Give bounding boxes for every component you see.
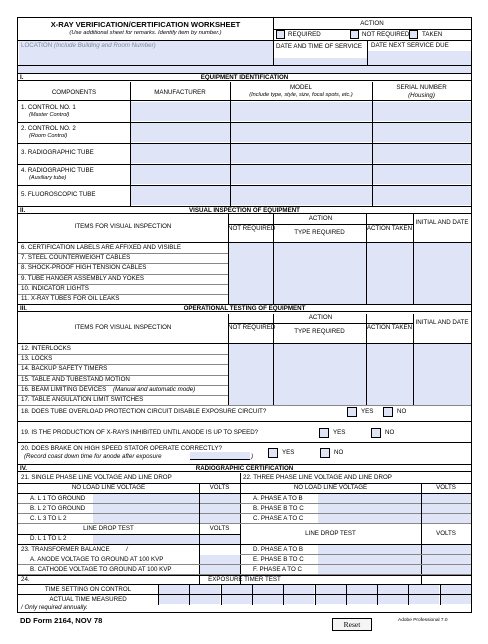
manufacturer-field[interactable]: [131, 102, 230, 121]
single-phase-row-label: B. L 2 TO GROUND: [30, 505, 86, 512]
serial-field[interactable]: [373, 186, 471, 205]
timer-cell[interactable]: [284, 585, 314, 594]
inspection-item-label: 6. CERTIFICATION LABELS ARE AFFIXED AND VISIBLE: [21, 244, 182, 251]
line-drop-row-label: D. L 1 TO L 2: [30, 535, 67, 542]
timer-cell[interactable]: [190, 585, 220, 594]
timer-cell[interactable]: [253, 585, 283, 594]
single-phase-row-label: A. L 1 TO GROUND: [30, 495, 86, 502]
action-taken-field[interactable]: [367, 284, 413, 294]
software-label: Adobe Professional 7.0: [398, 618, 448, 623]
timer-row-label: ACTUAL TIME MEASURED: [49, 596, 127, 603]
initial-date-field[interactable]: [414, 364, 471, 374]
transformer-row-label: A. ANODE VOLTAGE TO GROUND AT 100 KVP: [30, 556, 164, 563]
action-taken-field[interactable]: [367, 344, 413, 354]
q20-yes-checkbox[interactable]: [268, 448, 278, 458]
type-required-field[interactable]: [274, 253, 366, 263]
inspection-item-label: 11. X-RAY TUBES FOR OIL LEAKS: [21, 295, 120, 302]
not-required-field[interactable]: [229, 263, 273, 273]
inspection-item-label: 8. SHOCK-PROOF HIGH TENSION CABLES: [21, 264, 147, 272]
footnote: / Only required annually.: [21, 604, 88, 611]
worksheet-form: X-RAY VERIFICATION/CERTIFICATION WORKSHEET (Use additional sheet for remarks. Identify item by number.) ACTION REQUIRED NOT REQUIRED TAKEN LOCATION (Include Building and Room Number) DATE AND TIME OF SERVICE DATE NEXT SERVICE DUE I. EQUIPMENT IDENTIFICATION COMPONENTS MANUFACTURER MODEL (Include type, style, size, focal spots, etc.) SERIAL NUMBER (Housing) 1. CONTROL NO. 1 (Master Control) 2. CONTROL NO. 2 (Room Control) 3. RADIOGRAPHIC TUBE 4. RADIOGRAPHIC TUBE (Auxiliary tube) 5. FLUOROSCOPIC TUBE II. VISUAL INSPECTION OF EQUIPMENT ITEMS FOR VISUAL INSPECTION ACTION NOT REQUIRED TYPE REQUIRED ACTION TAKEN INITIAL AND DATE 6. CERTIFICATION LABELS ARE AFFIXED AND VISIBLE 7. STEEL COUNTERWEIGHT CABLES 8. SHOCK-PROOF HIGH TENSION CABLES 9. TUBE HANGER ASSEMBLY AND YOKES 10. INDICATOR LIGHTS 11. X-RAY TUBES FOR OIL LEAKS III. OPERATIONAL TESTING OF EQUIPMENT ITEMS FOR VISUAL INSPECTION ACTION NOT REQUIRED TYPE REQUIRED ACTION TAKEN INITIAL AND DATE 12. INTERLOCKS 13. LOCKS 14. BACKUP SAFETY TIMERS 15. TABLE AND TUBESTAND MOTION 16. BEAM LIMITING DEVICES 17. TABLE ANGULATION LIMIT SWITCHES (Manual and automatic mode) 18. DOES TUBE OVERLOAD PROTECTION CIRCUIT DISABLE EXPOSURE CIRCUIT? YES NO 19. IS THE PRODUCTION OF X-RAYS INHIBITED UNTIL ANODE IS UP TO SPEED? YES NO 20. DOES BRAKE ON HIGH SPEED STATOR OPERATE CORRECTLY? (Record coast down time for anode after exposure ) YES NO IV. RADIOGRAPHIC CERTIFICATION 21. SINGLE PHASE LINE VOLTAGE AND LINE DROP 22. THREE PHASE LINE VOLTAGE AND LINE DROP NO LOAD LINE VOLTAGE VOLTS NO LOAD LINE VOLTAGE VOLTS A. L 1 TO GROUND A. PHASE A TO B B. L 2 TO GROUND B. PHASE B TO C C. L 3 TO L 2 C. PHASE A TO C LINE DROP TEST VOLTS LINE DROP TEST VOLTS D. L 1 TO L 2 23. TRANSFORMER BALANCE / A. ANODE VOLTAGE TO GROUND AT 100 KVP B. CATHODE VOLTAGE TO GROUND AT 100 KVP D. PHASE A TO B E. PHASE B TO C F. PHASE A TO C 24. EXPOSURE TIMER TEST TIME SETTING ON CONTROL ACTUAL TIME MEASURED / Only required annually.: [17, 17, 472, 613]
col-serial: SERIAL NUMBER: [396, 84, 447, 91]
initial-date-field[interactable]: [414, 294, 471, 304]
timer-cell[interactable]: [347, 585, 377, 594]
timer-cell[interactable]: [441, 595, 471, 604]
manufacturer-field[interactable]: [131, 144, 230, 163]
col-items-visual: ITEMS FOR VISUAL INSPECTION: [74, 223, 172, 230]
question-19: 19. IS THE PRODUCTION OF X-RAYS INHIBITED UNTIL ANODE IS UP TO SPEED?: [21, 429, 259, 436]
type-required-field[interactable]: [274, 395, 366, 405]
component-sublabel: (Auxiliary tube): [29, 175, 67, 181]
action-label: ACTION: [360, 20, 384, 27]
q18-yes-checkbox[interactable]: [347, 407, 357, 417]
manufacturer-field[interactable]: [131, 123, 230, 142]
not-required-field[interactable]: [229, 274, 273, 284]
question-18: 18. DOES TUBE OVERLOAD PROTECTION CIRCUIT DISABLE EXPOSURE CIRCUIT?: [21, 408, 267, 415]
timer-cell[interactable]: [159, 585, 189, 594]
three-phase-row-label: C. PHASE A TO C: [253, 515, 304, 522]
action-taken-field[interactable]: [367, 354, 413, 364]
action-taken-field[interactable]: [367, 375, 413, 385]
three-phase-row-label: B. PHASE B TO C: [253, 505, 304, 512]
component-sublabel: (Master Control): [29, 112, 70, 118]
component-label: 2. CONTROL NO. 2: [21, 125, 76, 132]
q19-yes-checkbox[interactable]: [319, 428, 329, 438]
single-phase-volts-field[interactable]: [200, 494, 240, 503]
three-drop-row-label: E. PHASE B TO C: [253, 556, 304, 563]
initial-date-field[interactable]: [414, 263, 471, 273]
three-drop-volts-field[interactable]: [422, 545, 471, 554]
transformer-volts-field[interactable]: [200, 555, 240, 564]
model-field[interactable]: [231, 102, 372, 121]
model-field[interactable]: [231, 123, 372, 142]
form-title: X-RAY VERIFICATION/CERTIFICATION WORKSHEET: [50, 20, 241, 29]
col-manufacturer: MANUFACTURER: [154, 89, 206, 96]
form-subtitle: (Use additional sheet for remarks. Identify item by number.): [69, 30, 222, 36]
question-24: 24.: [21, 576, 30, 583]
three-drop-volts-field[interactable]: [422, 565, 471, 574]
required-label: REQUIRED: [288, 31, 321, 38]
inspection-item-label: 15. TABLE AND TUBESTAND MOTION: [21, 375, 130, 383]
question-20: 20. DOES BRAKE ON HIGH SPEED STATOR OPERATE CORRECTLY?: [21, 445, 222, 452]
q20-no-checkbox[interactable]: [320, 448, 330, 458]
inspection-item-label: 12. INTERLOCKS: [21, 345, 71, 352]
timer-cell[interactable]: [222, 595, 252, 604]
q20-hint: (Record coast down time for anode after exposure: [24, 453, 162, 460]
timer-cell[interactable]: [190, 595, 220, 604]
line-drop-volts-field[interactable]: [200, 535, 240, 544]
initial-date-field[interactable]: [414, 395, 471, 405]
model-field[interactable]: [231, 144, 372, 163]
not-required-field[interactable]: [229, 294, 273, 304]
line-drop-label: LINE DROP TEST: [83, 525, 134, 532]
not-required-field[interactable]: [229, 354, 273, 364]
location-label: LOCATION (Include Building and Room Number): [21, 42, 156, 49]
taken-checkbox[interactable]: [409, 30, 418, 39]
transformer-row-label: B. CATHODE VOLTAGE TO GROUND AT 100 KVP: [30, 566, 172, 573]
component-label: 5. FLUOROSCOPIC TUBE: [21, 191, 96, 198]
inspection-item-label: 14. BACKUP SAFETY TIMERS: [21, 365, 108, 373]
component-sublabel: (Room Control): [29, 133, 68, 139]
action-taken-field[interactable]: [367, 253, 413, 263]
next-service-field[interactable]: [368, 51, 471, 65]
taken-label: TAKEN: [422, 31, 443, 38]
timer-cell[interactable]: [378, 595, 408, 604]
not-required-field[interactable]: [229, 385, 273, 395]
timer-cell[interactable]: [284, 595, 314, 604]
inspection-item-label: 17. TABLE ANGULATION LIMIT SWITCHES: [21, 396, 144, 403]
three-phase-row-label: A. PHASE A TO B: [253, 495, 303, 502]
serial-field[interactable]: [373, 123, 471, 142]
initial-date-field[interactable]: [414, 385, 471, 395]
not-required-field[interactable]: [229, 364, 273, 374]
type-required-field[interactable]: [274, 354, 366, 364]
type-required-field[interactable]: [274, 284, 366, 294]
timer-cell[interactable]: [441, 585, 471, 594]
not-required-field[interactable]: [229, 375, 273, 385]
single-phase-volts-field[interactable]: [200, 504, 240, 513]
section-4-title: RADIOGRAPHIC CERTIFICATION: [195, 465, 294, 472]
reset-button[interactable]: Reset: [332, 618, 372, 631]
initial-date-field[interactable]: [414, 344, 471, 354]
action-taken-field[interactable]: [367, 274, 413, 284]
type-required-field[interactable]: [274, 243, 366, 253]
three-drop-row-label: F. PHASE A TO C: [253, 566, 302, 573]
col-components: COMPONENTS: [51, 89, 97, 96]
timer-test-title: EXPOSURE TIMER TEST: [208, 576, 281, 583]
component-label: 4. RADIOGRAPHIC TUBE: [21, 167, 94, 174]
not-required-field[interactable]: [229, 284, 273, 294]
q19-no-checkbox[interactable]: [371, 428, 381, 438]
timer-cell[interactable]: [316, 585, 346, 594]
action-taken-field[interactable]: [367, 395, 413, 405]
component-label: 1. CONTROL NO. 1: [21, 104, 76, 111]
timer-cell[interactable]: [316, 595, 346, 604]
type-required-field[interactable]: [274, 263, 366, 273]
model-field[interactable]: [231, 165, 372, 184]
serial-field[interactable]: [373, 144, 471, 163]
col-items-operational: ITEMS FOR VISUAL INSPECTION: [74, 324, 172, 331]
section-1-title: EQUIPMENT IDENTIFICATION: [200, 74, 289, 81]
action-taken-field[interactable]: [367, 385, 413, 395]
question-23: 23. TRANSFORMER BALANCE: [21, 546, 110, 553]
three-phase-volts-field[interactable]: [422, 514, 471, 523]
timer-cell[interactable]: [347, 595, 377, 604]
inspection-item-label: 9. TUBE HANGER ASSEMBLY AND YOKES: [21, 274, 144, 282]
type-required-field[interactable]: [274, 344, 366, 354]
inspection-item-label: 13. LOCKS: [21, 355, 53, 363]
timer-cell[interactable]: [409, 595, 439, 604]
coast-down-time-field[interactable]: [190, 452, 250, 460]
timer-cell[interactable]: [222, 585, 252, 594]
q18-no-checkbox[interactable]: [383, 407, 393, 417]
inspection-item-label: 7. STEEL COUNTERWEIGHT CABLES: [21, 254, 131, 262]
initial-date-field[interactable]: [414, 274, 471, 284]
not-required-label: NOT REQUIRED: [362, 31, 410, 38]
serial-field[interactable]: [373, 165, 471, 184]
question-21: 21. SINGLE PHASE LINE VOLTAGE AND LINE DROP: [21, 474, 172, 481]
timer-cell[interactable]: [409, 585, 439, 594]
section-3-title: OPERATIONAL TESTING OF EQUIPMENT: [183, 305, 306, 312]
not-required-field[interactable]: [229, 344, 273, 354]
transformer-volts-field[interactable]: [200, 565, 240, 574]
three-drop-volts-field[interactable]: [422, 555, 471, 564]
three-line-drop-label: LINE DROP TEST: [305, 530, 356, 537]
three-phase-volts-field[interactable]: [422, 504, 471, 513]
action-taken-field[interactable]: [367, 243, 413, 253]
col-model: MODEL: [289, 84, 312, 91]
inspection-item-label: 16. BEAM LIMITING DEVICES: [21, 385, 107, 393]
model-field[interactable]: [231, 186, 372, 205]
date-service-label: DATE AND TIME OF SERVICE: [276, 43, 362, 50]
initial-date-field[interactable]: [414, 375, 471, 385]
action-taken-field[interactable]: [367, 364, 413, 374]
initial-date-field[interactable]: [414, 243, 471, 253]
component-label: 3. RADIOGRAPHIC TUBE: [21, 149, 94, 156]
action-taken-field[interactable]: [367, 294, 413, 304]
three-drop-row-label: D. PHASE A TO B: [253, 546, 303, 553]
next-service-label: DATE NEXT SERVICE DUE: [371, 42, 449, 49]
section-2-title: VISUAL INSPECTION OF EQUIPMENT: [189, 207, 300, 214]
required-checkbox[interactable]: [276, 30, 285, 39]
single-phase-row-label: C. L 3 TO L 2: [30, 515, 67, 522]
not-required-field[interactable]: [229, 253, 273, 263]
initial-date-field[interactable]: [414, 354, 471, 364]
timer-cell[interactable]: [253, 595, 283, 604]
manufacturer-field[interactable]: [131, 165, 230, 184]
single-phase-volts-field[interactable]: [200, 514, 240, 523]
type-required-field[interactable]: [274, 294, 366, 304]
timer-row-label: TIME SETTING ON CONTROL: [44, 586, 132, 593]
initial-date-field[interactable]: [414, 253, 471, 263]
beam-limiting-hint: (Manual and automatic mode): [113, 385, 196, 393]
manufacturer-field[interactable]: [131, 186, 230, 205]
initial-date-field[interactable]: [414, 284, 471, 294]
not-required-field[interactable]: [229, 243, 273, 253]
three-phase-volts-field[interactable]: [422, 494, 471, 503]
form-id: DD Form 2164, NOV 78: [20, 616, 103, 625]
not-required-checkbox[interactable]: [350, 30, 359, 39]
type-required-field[interactable]: [274, 364, 366, 374]
serial-field[interactable]: [373, 102, 471, 121]
type-required-field[interactable]: [274, 375, 366, 385]
not-required-field[interactable]: [229, 395, 273, 405]
timer-cell[interactable]: [378, 585, 408, 594]
question-22: 22. THREE PHASE LINE VOLTAGE AND LINE DROP: [243, 474, 392, 481]
timer-cell[interactable]: [159, 595, 189, 604]
date-service-field[interactable]: [274, 58, 367, 65]
inspection-item-label: 10. INDICATOR LIGHTS: [21, 284, 89, 292]
type-required-field[interactable]: [274, 385, 366, 395]
action-taken-field[interactable]: [367, 263, 413, 273]
type-required-field[interactable]: [274, 274, 366, 284]
